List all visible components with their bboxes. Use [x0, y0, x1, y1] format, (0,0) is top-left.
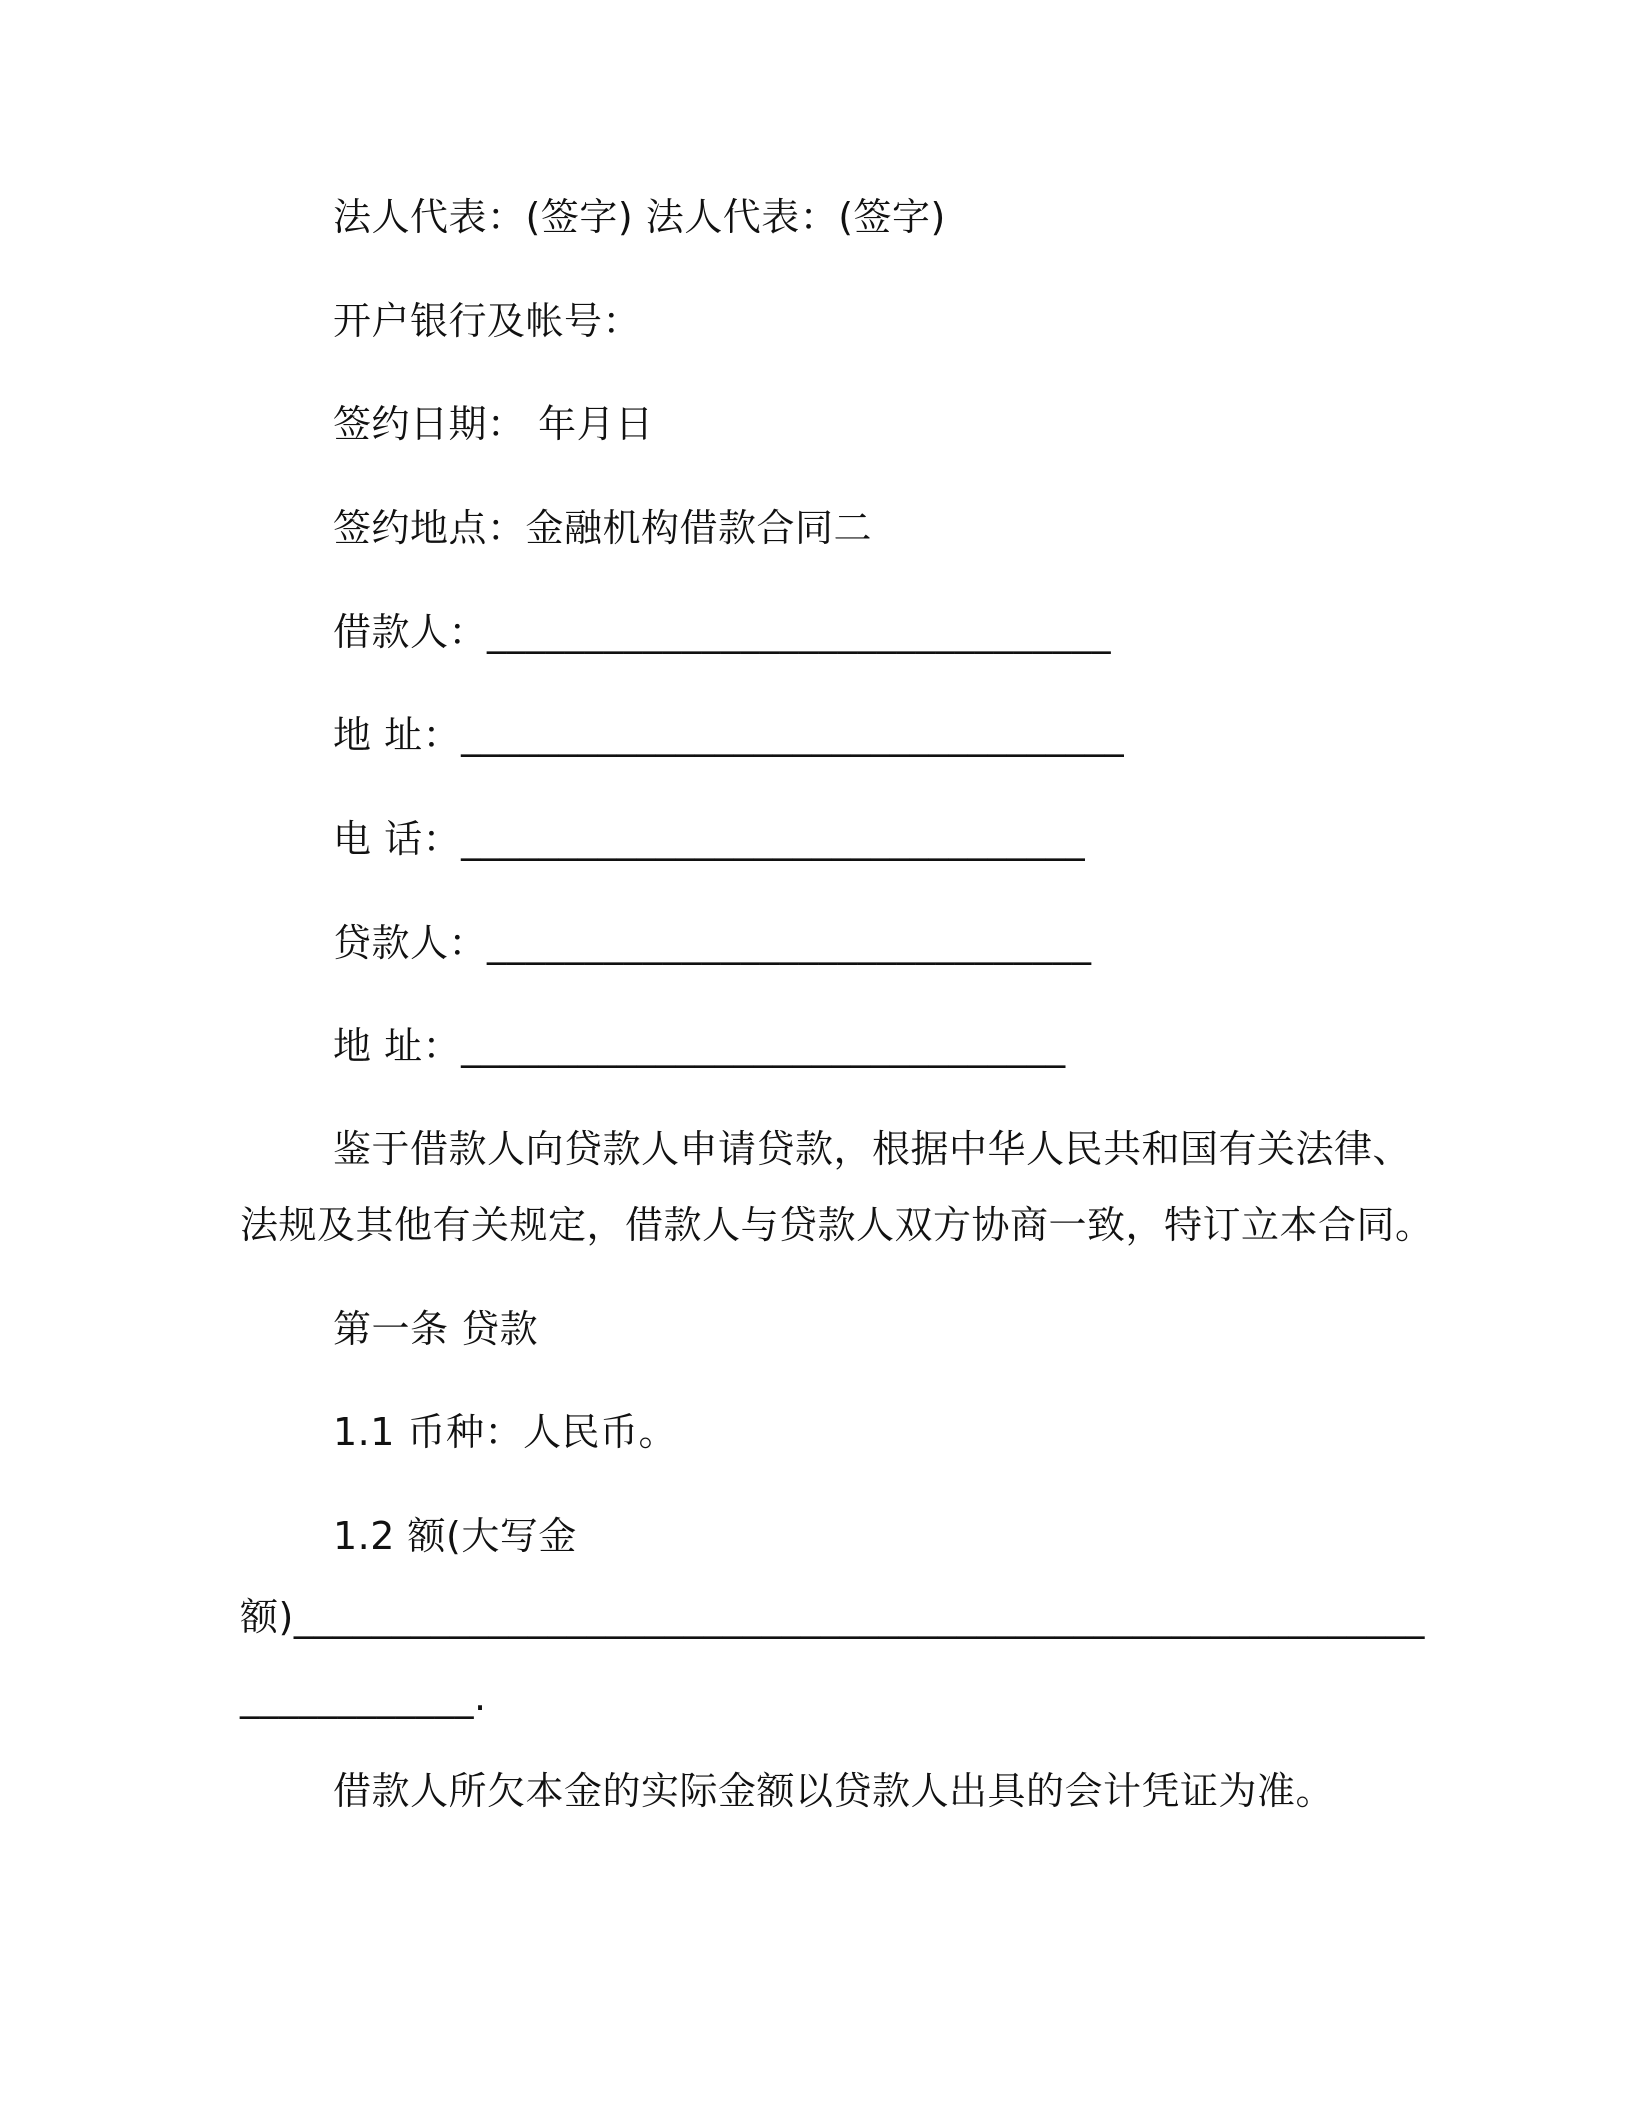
principal-amount-note: 借款人所欠本金的实际金额以贷款人出具的会计凭证为准。 — [333, 1769, 1335, 1813]
amount-blank-line: 额)__________________________________________________________ — [240, 1595, 1425, 1639]
bank-account-line: 开户银行及帐号： — [333, 299, 642, 343]
legal-representative-signature-line: 法人代表：(签字) 法人代表：(签字) — [333, 195, 946, 239]
borrower-address-line: 地 址：__________________________________ — [333, 713, 1125, 757]
preamble-line-1: 鉴于借款人向贷款人申请贷款，根据中华人民共和国有关法律、 — [333, 1127, 1412, 1171]
borrower-line: 借款人：________________________________ — [333, 610, 1112, 654]
signing-place-line: 签约地点：金融机构借款合同二 — [333, 506, 873, 550]
lender-address-line: 地 址：_______________________________ — [333, 1024, 1066, 1068]
clause-1-1: 1.1 币种：人民币。 — [333, 1410, 678, 1454]
clause-1-2: 1.2 额(大写金 — [333, 1514, 577, 1558]
phone-line: 电 话：________________________________ — [333, 817, 1086, 861]
lender-line: 贷款人：_______________________________ — [333, 921, 1092, 965]
preamble-line-2: 法规及其他有关规定，借款人与贷款人双方协商一致，特订立本合同。 — [240, 1203, 1434, 1247]
signing-date-line: 签约日期： 年月日 — [333, 402, 654, 446]
article-one-heading: 第一条 贷款 — [333, 1307, 539, 1351]
amount-blank-continuation: ____________. — [240, 1675, 487, 1719]
